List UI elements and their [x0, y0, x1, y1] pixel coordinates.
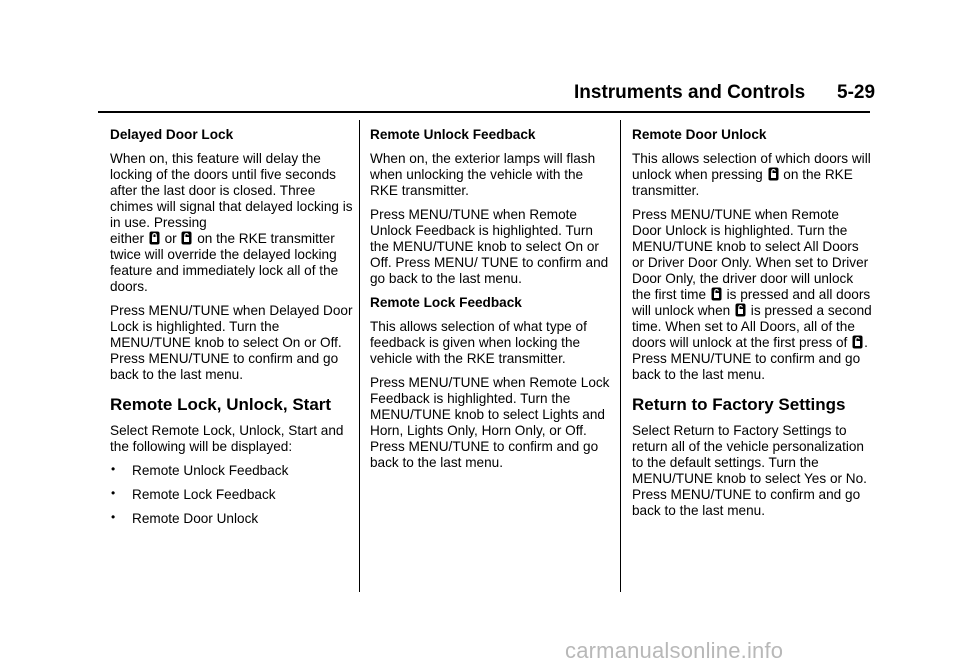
list-item: • Remote Lock Feedback	[110, 487, 354, 503]
section-heading-factory-settings: Return to Factory Settings	[632, 395, 846, 414]
text: is pressed a second time. When set to All Doors, all of the doors will unlock at the first press of	[632, 303, 872, 350]
paragraph	[632, 207, 872, 383]
paragraph-remote-lock-intro: Select Remote Lock, Unlock, Start and the following will be displayed:	[110, 423, 344, 454]
column-1	[110, 127, 354, 535]
unlock-icon	[735, 303, 746, 317]
text: This allows selection of which doors will unlock when pressing	[632, 151, 871, 182]
lock-icon	[149, 231, 160, 245]
text: either	[110, 231, 145, 246]
paragraph: Press MENU/TUNE when Remote Unlock Feedback is highlighted. Turn the MENU/TUNE knob to select On or Off. Press MENU/ TUNE to confirm and go back to the last menu.	[370, 207, 609, 286]
unlock-icon	[852, 335, 863, 349]
column-divider-1	[359, 120, 360, 592]
subheading-remote-unlock-feedback: Remote Unlock Feedback	[370, 127, 536, 142]
subheading-remote-door-unlock: Remote Door Unlock	[632, 127, 767, 142]
text: is pressed and all doors will unlock when	[632, 287, 871, 318]
text: on the RKE transmitter twice will override the delayed locking feature and immediately lock all of the doors.	[110, 231, 339, 294]
page-section-title: Instruments and Controls	[574, 82, 806, 103]
unlock-icon	[181, 231, 192, 245]
watermark: carmanualsonline.info	[565, 638, 784, 663]
header-rule	[98, 111, 870, 113]
text: on the RKE transmitter.	[632, 167, 853, 198]
text: When on, this feature will delay the locking of the doors until five seconds after the last door is closed. Three chimes will signal that delayed locking is in use. Pressing	[110, 151, 353, 230]
bullet-list	[110, 463, 354, 527]
paragraph: When on, the exterior lamps will flash when unlocking the vehicle with the RKE transmitter.	[370, 151, 596, 198]
subheading-remote-lock-feedback: Remote Lock Feedback	[370, 295, 522, 310]
paragraph	[632, 151, 872, 199]
paragraph: Select Return to Factory Settings to return all of the vehicle personalization to the default settings. Turn the MENU/TUNE knob to select Yes or No. Press MENU/TUNE to confirm and go back to the last menu.	[632, 423, 867, 518]
subheading-delayed-door-lock: Delayed Door Lock	[110, 127, 234, 142]
unlock-icon	[711, 287, 722, 301]
unlock-icon	[768, 167, 779, 181]
section-heading-remote-lock: Remote Lock, Unlock, Start	[110, 395, 332, 414]
paragraph: This allows selection of what type of feedback is given when locking the vehicle with the RKE transmitter.	[370, 319, 587, 366]
paragraph-delayed-door-lock-menu: Press MENU/TUNE when Delayed Door Lock is highlighted. Turn the MENU/TUNE knob to select On or Off. Press MENU/TUNE to confirm and go back to the last menu.	[110, 303, 353, 382]
text: Press MENU/TUNE when Remote Door Unlock is highlighted. Turn the MENU/TUNE knob to select All Doors or Driver Door Only. When set to Driver Door Only, the driver door will unlock the first time	[632, 207, 869, 302]
column-divider-2	[620, 120, 621, 592]
list-item: • Remote Unlock Feedback	[110, 463, 354, 479]
column-3	[632, 127, 872, 527]
list-item: • Remote Door Unlock	[110, 511, 354, 527]
text: or	[164, 231, 177, 246]
paragraph: Press MENU/TUNE when Remote Lock Feedback is highlighted. Turn the MENU/TUNE knob to select Lights and Horn, Lights Only, Horn Only, or Off. Press MENU/TUNE to confirm and go back to the last menu.	[370, 375, 610, 470]
page-number: 5-29	[837, 82, 876, 103]
column-2	[370, 127, 614, 479]
paragraph-delayed-door-lock	[110, 151, 354, 295]
text: . Press MENU/TUNE to confirm and go back to the last menu.	[632, 335, 868, 382]
